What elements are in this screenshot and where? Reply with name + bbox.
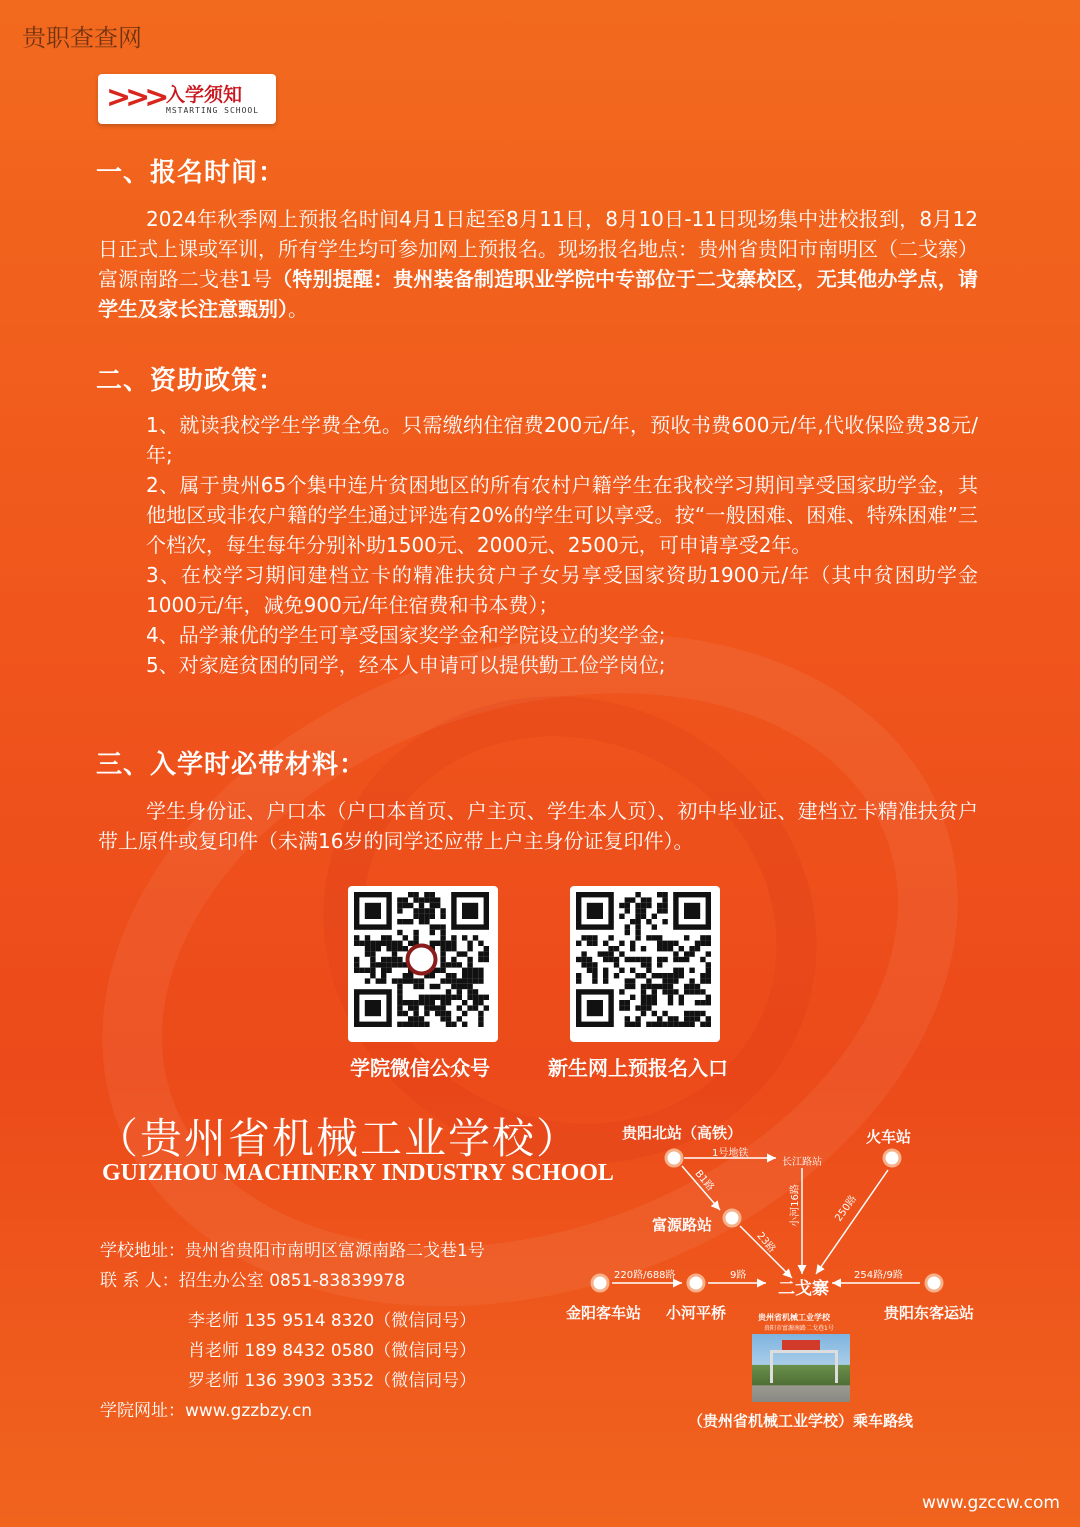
station-xiaohe: 小河平桥: [666, 1304, 727, 1322]
chevron-icon: >>>: [106, 80, 164, 115]
qr-wechat-label: 学院微信公众号: [350, 1056, 490, 1080]
teacher-phone: 肖老师 189 8432 0580（微信同号）: [188, 1341, 477, 1361]
watermark-top: 贵职查查网: [22, 24, 142, 52]
route-label: B1路: [692, 1168, 716, 1194]
station-jinyang: 金阳客车站: [566, 1304, 642, 1322]
school-name: （贵州省机械工业学校）: [96, 1114, 581, 1163]
section-text-3: [98, 796, 978, 856]
route-label: 254路/9路: [854, 1270, 903, 1281]
station-east: 贵阳东客运站: [884, 1304, 975, 1322]
section-1-tail: 。: [288, 297, 308, 321]
policy-item: 5、对家庭贫困的同学，经本人申请可以提供勤工俭学岗位;: [146, 653, 666, 677]
station-dot: [724, 1210, 740, 1226]
qr-code-registration: [576, 892, 714, 1036]
station-dot: [688, 1275, 704, 1291]
route-label: 1号地铁: [712, 1148, 749, 1159]
school-contact: 联 系 人：招生办公室 0851-83839978: [100, 1271, 406, 1291]
route-label: 长江路站: [782, 1157, 822, 1168]
station-dot: [884, 1150, 900, 1166]
station-dot: [666, 1150, 682, 1166]
map-title: （贵州省机械工业学校）乘车路线: [688, 1412, 914, 1430]
policy-item: 3、在校学习期间建档立卡的精准扶贫户子女另享受国家资助1900元/年（其中贫困助学金1000元/年，减免900元/年住宿费和书本费）；: [146, 563, 978, 617]
section-text-2: [98, 410, 978, 680]
teacher-phone: 罗老师 136 3903 3352（微信同号）: [188, 1371, 477, 1391]
qr-code-wechat: [354, 892, 492, 1036]
section-1-notice: （特别提醒：贵州装备制造职业学院中专部位于二戈寨校区，无其他办学点，请学生及家长注意甄别）: [98, 267, 978, 321]
section-heading-1: 一、报名时间：: [96, 158, 286, 188]
school-address: 学校地址：贵州省贵阳市南明区富源南路二戈巷1号: [100, 1241, 485, 1261]
policy-item: 4、品学兼优的学生可享受国家奖学金和学院设立的奖学金;: [146, 623, 666, 647]
section-text-1: [98, 204, 978, 324]
station-train: 火车站: [866, 1128, 912, 1146]
qr-registration[interactable]: [570, 886, 720, 1042]
school-name-en: GUIZHOU MACHINERY INDUSTRY SCHOOL: [102, 1160, 614, 1186]
section-heading-2: 二、资助政策：: [96, 366, 286, 396]
policy-item: 1、就读我校学生学费全免。只需缴纳住宿费200元/年，预收书费600元/年,代收保险费38元/年;: [146, 413, 978, 467]
watermark-bottom: www.gzccw.com: [921, 1493, 1060, 1513]
route-label: 220路/688路: [614, 1270, 676, 1281]
badge: [98, 74, 276, 124]
route-label: 小河16路: [789, 1184, 801, 1227]
teacher-phone: 李老师 135 9514 8320（微信同号）: [188, 1311, 477, 1331]
policy-item: 2、属于贵州65个集中连片贫困地区的所有农村户籍学生在我校学习期间享受国家助学金，其他地区或非农户籍的学生通过评选有20%的学生可以享受。按“一般困难、困难、特殊困难”三个档次，每生每年分别补助1500元、2000元、2500元，可申请享受2年。: [146, 473, 978, 557]
badge-subtitle: MSTARTING SCHOOL: [166, 106, 260, 115]
badge-title: 入学须知: [166, 84, 243, 106]
route-line: [816, 1170, 888, 1274]
qr-registration-label: 新生网上预报名入口: [548, 1056, 728, 1080]
section-3-para: 学生身份证、户口本（户口本首页、户主页、学生本人页）、初中毕业证、建档立卡精准扶贫户带上原件或复印件（未满16岁的同学还应带上户主身份证复印件）。: [98, 799, 978, 853]
station-ergezhai: 二戈寨: [778, 1279, 829, 1299]
station-dot: [926, 1275, 942, 1291]
route-label: 9路: [730, 1270, 747, 1281]
station-dot: [592, 1275, 608, 1291]
section-1-para: 2024年秋季网上预报名时间4月1日起至8月11日，8月10日-11日现场集中进校报到，8月12日正式上课或军训，所有学生均可参加网上预报名。现场报名地点：贵州省贵阳市南明区（二戈寨）富源南路二戈巷1号: [98, 207, 978, 291]
station-fuyuan: 富源路站: [652, 1216, 713, 1234]
photo-caption: 贵州省机械工业学校: [758, 1313, 830, 1322]
station-north: 贵阳北站（高铁）: [622, 1124, 743, 1142]
photo-caption-address: 贵阳市富源南路二戈巷1号: [764, 1325, 834, 1332]
section-heading-3: 三、入学时必带材料：: [96, 750, 367, 780]
route-label: 250路: [833, 1193, 860, 1224]
qr-wechat[interactable]: [348, 886, 498, 1042]
school-gate-photo: [752, 1334, 850, 1402]
route-label: 23路: [754, 1230, 778, 1256]
school-website[interactable]: 学院网址：www.gzzbzy.cn: [100, 1401, 313, 1421]
